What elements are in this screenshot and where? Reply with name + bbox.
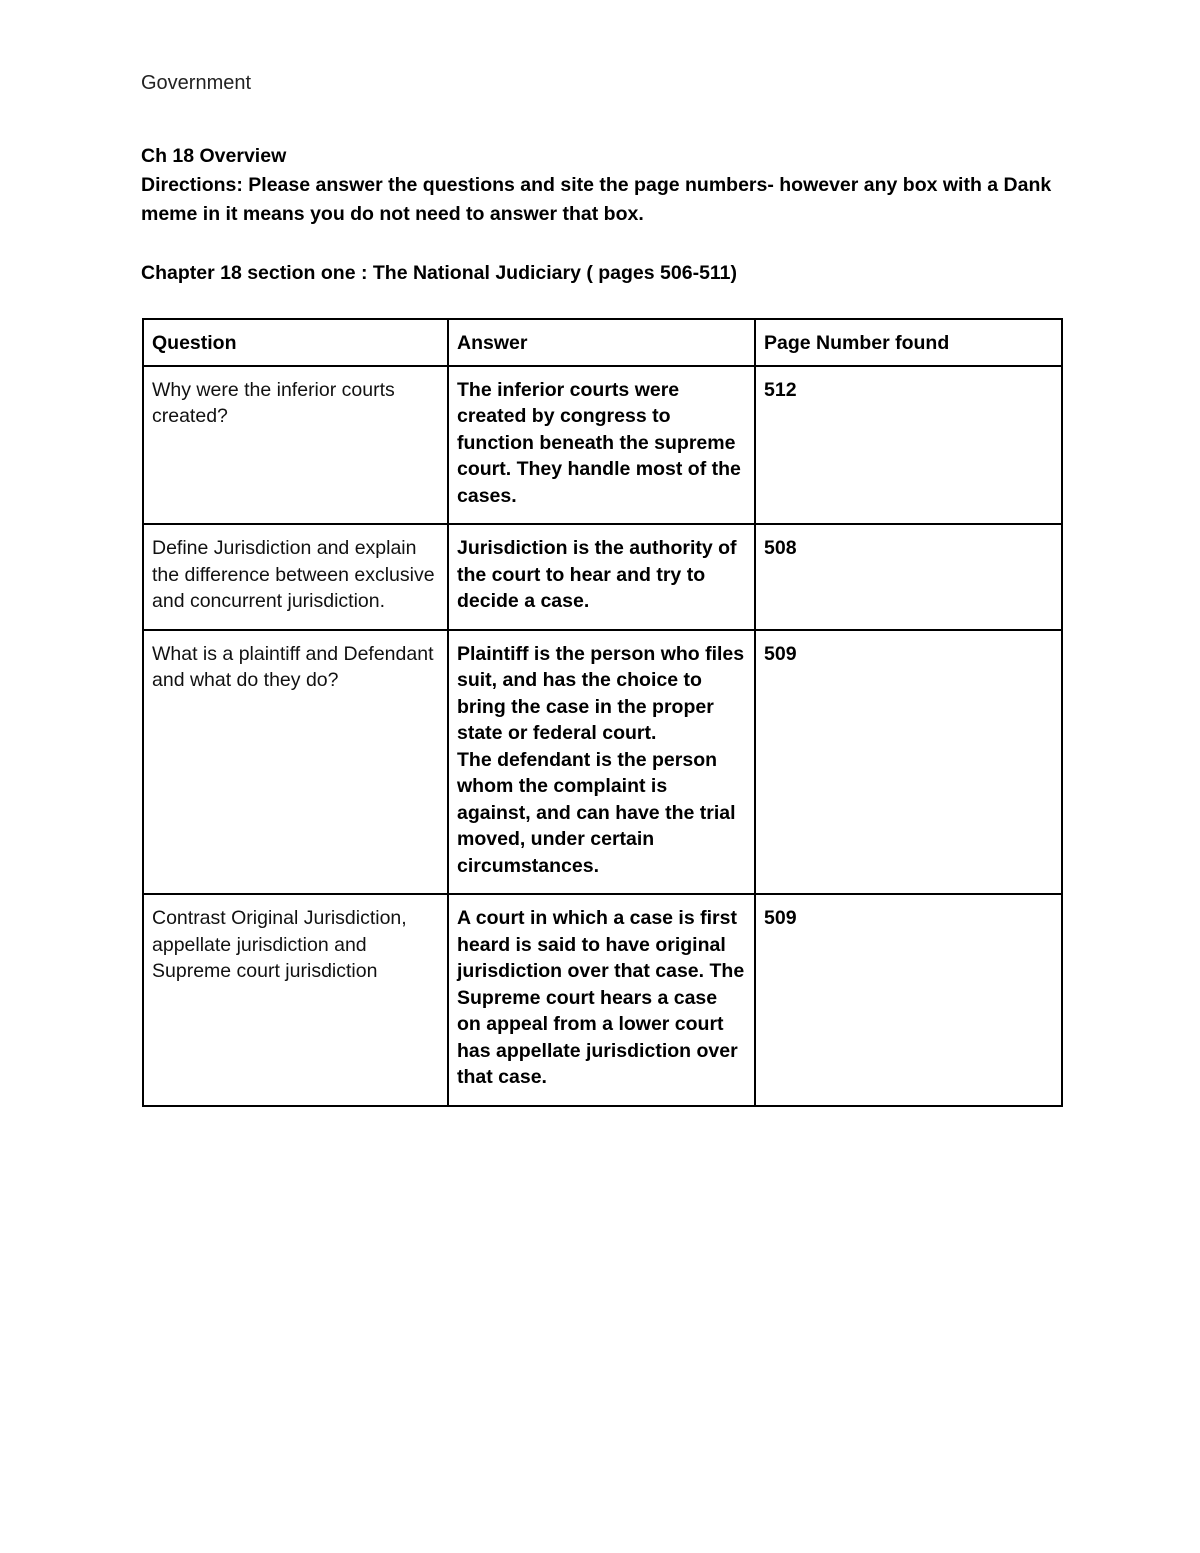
question-cell: Why were the inferior courts created?: [143, 366, 448, 525]
section-title: Chapter 18 section one : The National Judiciary ( pages 506-511): [141, 262, 738, 284]
page-title: Ch 18 Overview: [141, 145, 287, 167]
answer-cell: [448, 630, 755, 895]
header-answer: Answer: [448, 319, 755, 366]
table-row: [143, 366, 1062, 525]
table-row: [143, 524, 1062, 630]
answer-cell: [448, 524, 755, 630]
answer-text: Jurisdiction is the authority of the court to hear and try to decide a case.: [457, 537, 737, 612]
qa-table: [142, 318, 1063, 1107]
answer-cell: [448, 894, 755, 1106]
header-page-number: Page Number found: [755, 319, 1062, 366]
page-number-cell: 508: [755, 524, 1062, 630]
question-cell: Contrast Original Jurisdiction, appellate jurisdiction and Supreme court jurisdiction: [143, 894, 448, 1106]
answer-text: Plaintiff is the person who files suit, and has the choice to bring the case in the proper state or federal court.: [457, 642, 745, 744]
table-header-row: [143, 319, 1062, 366]
answer-text: A court in which a case is first heard is said to have original jurisdiction over that case. The Supreme court hears a case on appeal from a lower court has appellate jurisdiction over that case.: [457, 907, 745, 1088]
page-number-cell: 512: [755, 366, 1062, 525]
answer-cell: [448, 366, 755, 525]
answer-text: The defendant is the person whom the complaint is against, and can have the trial moved, under certain circumstances.: [457, 748, 736, 877]
answer-text: The inferior courts were created by congress to function beneath the supreme court. They handle most of the cases.: [457, 378, 741, 507]
header-question: Question: [143, 319, 448, 366]
question-cell: Define Jurisdiction and explain the difference between exclusive and concurrent jurisdiction.: [143, 524, 448, 630]
subject-label: Government: [141, 72, 252, 94]
page-number-cell: 509: [755, 894, 1062, 1106]
directions-text: Directions: Please answer the questions and site the page numbers- however any box with a Dank meme in it means you do not need to answer that box.: [141, 174, 1052, 225]
page-number-cell: 509: [755, 630, 1062, 895]
question-cell: What is a plaintiff and Defendant and what do they do?: [143, 630, 448, 895]
table-row: [143, 894, 1062, 1106]
table-row: [143, 630, 1062, 895]
